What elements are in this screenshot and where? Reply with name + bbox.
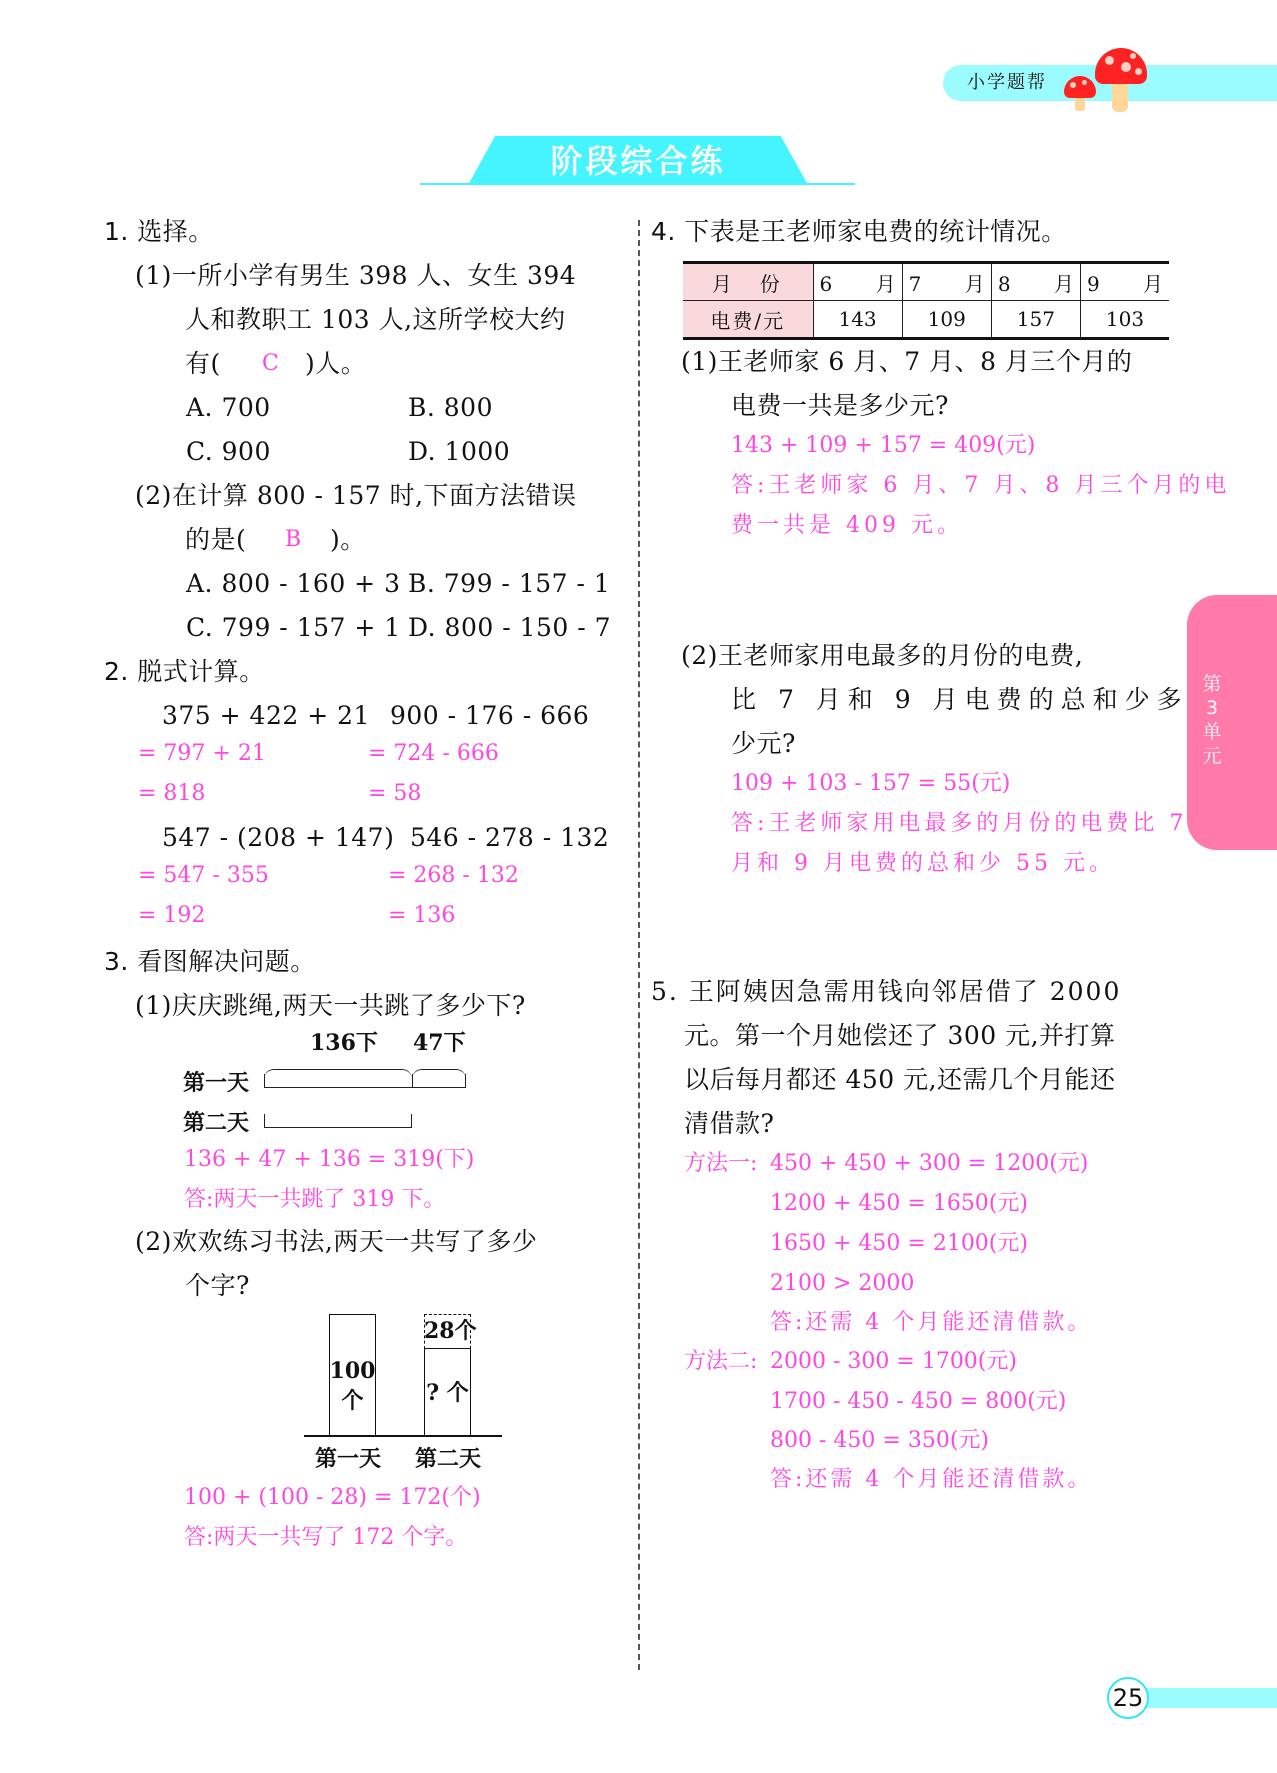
q5-line2: 元。第一个月她偿还了 300 元,并打算 <box>684 1021 1116 1050</box>
header-fee: 电费/元 <box>683 301 813 339</box>
q1-p1-answer: C <box>262 351 279 376</box>
cell-fee-8: 157 <box>991 301 1080 339</box>
q4-p2-line2: 比 7 月和 9 月电费的总和少多 <box>731 685 1189 714</box>
q2-expr-3: 547 - (208 + 147) <box>162 823 395 852</box>
table-row-fees <box>683 301 1169 339</box>
q5-method2-step2: 1700 - 450 - 450 = 800(元) <box>770 1389 1067 1414</box>
cell-month-7: 7 月 <box>902 263 991 301</box>
q4-p1-answer-eq: 143 + 109 + 157 = 409(元) <box>731 433 1036 458</box>
q2-expr-4: 546 - 278 - 132 <box>410 823 610 852</box>
q1-p2-option-b: B. 799 - 157 - 1 <box>408 569 611 598</box>
header-month: 月 份 <box>683 263 813 301</box>
q1-p1-line3b: )人。 <box>305 349 367 378</box>
row-label-day2: 第二天 <box>183 1110 250 1136</box>
bar2-top-label: 28个 <box>424 1318 477 1344</box>
q4-title: 4. 下表是王老师家电费的统计情况。 <box>651 217 1067 246</box>
q1-p2-line1: (2)在计算 800 - 157 时,下面方法错误 <box>135 481 577 510</box>
q1-p1-option-c: C. 900 <box>186 437 271 466</box>
unit-tab-label: 第3单元 <box>1202 673 1222 767</box>
q4-p2-answer-line1: 答:王老师家用电最多的月份的电费比 7 <box>731 811 1188 836</box>
segment-day1-a <box>264 1074 412 1088</box>
q2-step-4a: = 268 - 132 <box>388 863 519 888</box>
q2-step-3a: = 547 - 355 <box>138 863 269 888</box>
segment-day1-b <box>412 1074 466 1088</box>
cell-fee-7: 109 <box>902 301 991 339</box>
q1-p2-line2b: )。 <box>330 525 366 554</box>
q2-expr-2: 900 - 176 - 666 <box>390 701 590 730</box>
label-47: 47下 <box>413 1030 466 1056</box>
q2-step-4b: = 136 <box>388 903 456 928</box>
x-label-day2: 第二天 <box>415 1446 482 1472</box>
q4-p1-line1: (1)王老师家 6 月、7 月、8 月三个月的 <box>681 347 1133 376</box>
page-number: 25 <box>1107 1677 1149 1719</box>
q1-p1-line2: 人和教职工 103 人,这所学校大约 <box>185 305 566 334</box>
q1-p2-option-c: C. 799 - 157 + 1 <box>186 613 401 642</box>
electricity-fee-table <box>683 261 1169 340</box>
q2-step-1a: = 797 + 21 <box>138 741 266 766</box>
q4-p2-answer-eq: 109 + 103 - 157 = 55(元) <box>731 771 1011 796</box>
q1-p1-option-a: A. 700 <box>186 393 271 422</box>
brand-name: 小学题帮 <box>967 72 1047 93</box>
q1-p2-answer: B <box>285 527 302 552</box>
q4-p2-line3: 少元? <box>731 729 796 758</box>
x-axis <box>304 1435 502 1437</box>
q4-p1-line2: 电费一共是多少元? <box>731 391 949 420</box>
q1-p2-option-d: D. 800 - 150 - 7 <box>408 613 612 642</box>
q5-method2-step1: 2000 - 300 = 1700(元) <box>770 1349 1017 1374</box>
q1-p2-option-a: A. 800 - 160 + 3 <box>186 569 401 598</box>
cell-fee-9: 103 <box>1080 301 1169 339</box>
mushroom-big-icon <box>1095 48 1147 84</box>
label-136: 136下 <box>310 1030 378 1056</box>
q3-p1-question: (1)庆庆跳绳,两天一共跳了多少下? <box>135 991 526 1020</box>
q3-p2-line1: (2)欢欢练习书法,两天一共写了多少 <box>135 1227 538 1256</box>
q5-method1-step2: 1200 + 450 = 1650(元) <box>770 1191 1028 1216</box>
q1-p1-line1: (1)一所小学有男生 398 人、女生 394 <box>135 261 577 290</box>
q5-method1-answer: 答:还需 4 个月能还清借款。 <box>770 1310 1093 1335</box>
q3-p2-line2: 个字? <box>185 1271 250 1300</box>
segment-day2 <box>264 1114 412 1128</box>
q3-p1-answer-eq: 136 + 47 + 136 = 319(下) <box>184 1147 475 1172</box>
cell-month-9: 9 月 <box>1080 263 1169 301</box>
q5-line4: 清借款? <box>684 1109 775 1138</box>
cell-month-6: 6 月 <box>813 263 902 301</box>
column-divider <box>638 220 640 1670</box>
q5-method1-step3: 1650 + 450 = 2100(元) <box>770 1231 1028 1256</box>
cell-fee-6: 143 <box>813 301 902 339</box>
q4-p2-answer-line2: 月和 9 月电费的总和少 55 元。 <box>731 851 1115 876</box>
q4-p1-answer-line2: 费一共是 409 元。 <box>731 513 963 538</box>
q4-p1-answer-line1: 答:王老师家 6 月、7 月、8 月三个月的电 <box>731 473 1231 498</box>
q1-p1-option-d: D. 1000 <box>408 437 511 466</box>
bar2-label: ? 个 <box>426 1380 469 1406</box>
q3-p2-answer-eq: 100 + (100 - 28) = 172(个) <box>184 1485 481 1510</box>
q1-p2-line2a: 的是( <box>185 525 247 554</box>
q5-line3: 以后每月都还 450 元,还需几个月能还 <box>684 1065 1116 1094</box>
section-title: 阶段综合练 <box>550 142 726 180</box>
mushroom-big-stem-icon <box>1112 80 1128 112</box>
q2-expr-1: 375 + 422 + 21 <box>162 701 370 730</box>
q4-p2-line1: (2)王老师家用电最多的月份的电费, <box>681 641 1084 670</box>
q1-title: 1. 选择。 <box>104 217 214 246</box>
bar1-label-num: 100 <box>329 1358 376 1384</box>
q1-p1-line3a: 有( <box>185 349 221 378</box>
q2-step-1b: = 818 <box>138 781 206 806</box>
q5-method1-step4: 2100 > 2000 <box>770 1271 915 1296</box>
q2-step-3b: = 192 <box>138 903 206 928</box>
q5-method1-label: 方法一: <box>684 1151 758 1176</box>
cell-month-8: 8 月 <box>991 263 1080 301</box>
bar1-label-unit: 个 <box>341 1388 364 1414</box>
q5-method1-step1: 450 + 450 + 300 = 1200(元) <box>770 1151 1089 1176</box>
q1-p1-option-b: B. 800 <box>408 393 493 422</box>
q5-method2-answer: 答:还需 4 个月能还清借款。 <box>770 1467 1093 1492</box>
q2-step-2a: = 724 - 666 <box>368 741 499 766</box>
q3-p2-answer-text: 答:两天一共写了 172 个字。 <box>184 1525 468 1550</box>
q5-line1: 5. 王阿姨因急需用钱向邻居借了 2000 <box>651 977 1122 1006</box>
q2-step-2b: = 58 <box>368 781 422 806</box>
q5-method2-step3: 800 - 450 = 350(元) <box>770 1428 989 1453</box>
q5-method2-label: 方法二: <box>684 1349 758 1374</box>
x-label-day1: 第一天 <box>315 1446 382 1472</box>
q3-p1-answer-text: 答:两天一共跳了 319 下。 <box>184 1187 446 1212</box>
q3-title: 3. 看图解决问题。 <box>104 947 316 976</box>
table-row-months <box>683 263 1169 301</box>
q2-title: 2. 脱式计算。 <box>104 657 265 686</box>
row-label-day1: 第一天 <box>183 1070 250 1096</box>
